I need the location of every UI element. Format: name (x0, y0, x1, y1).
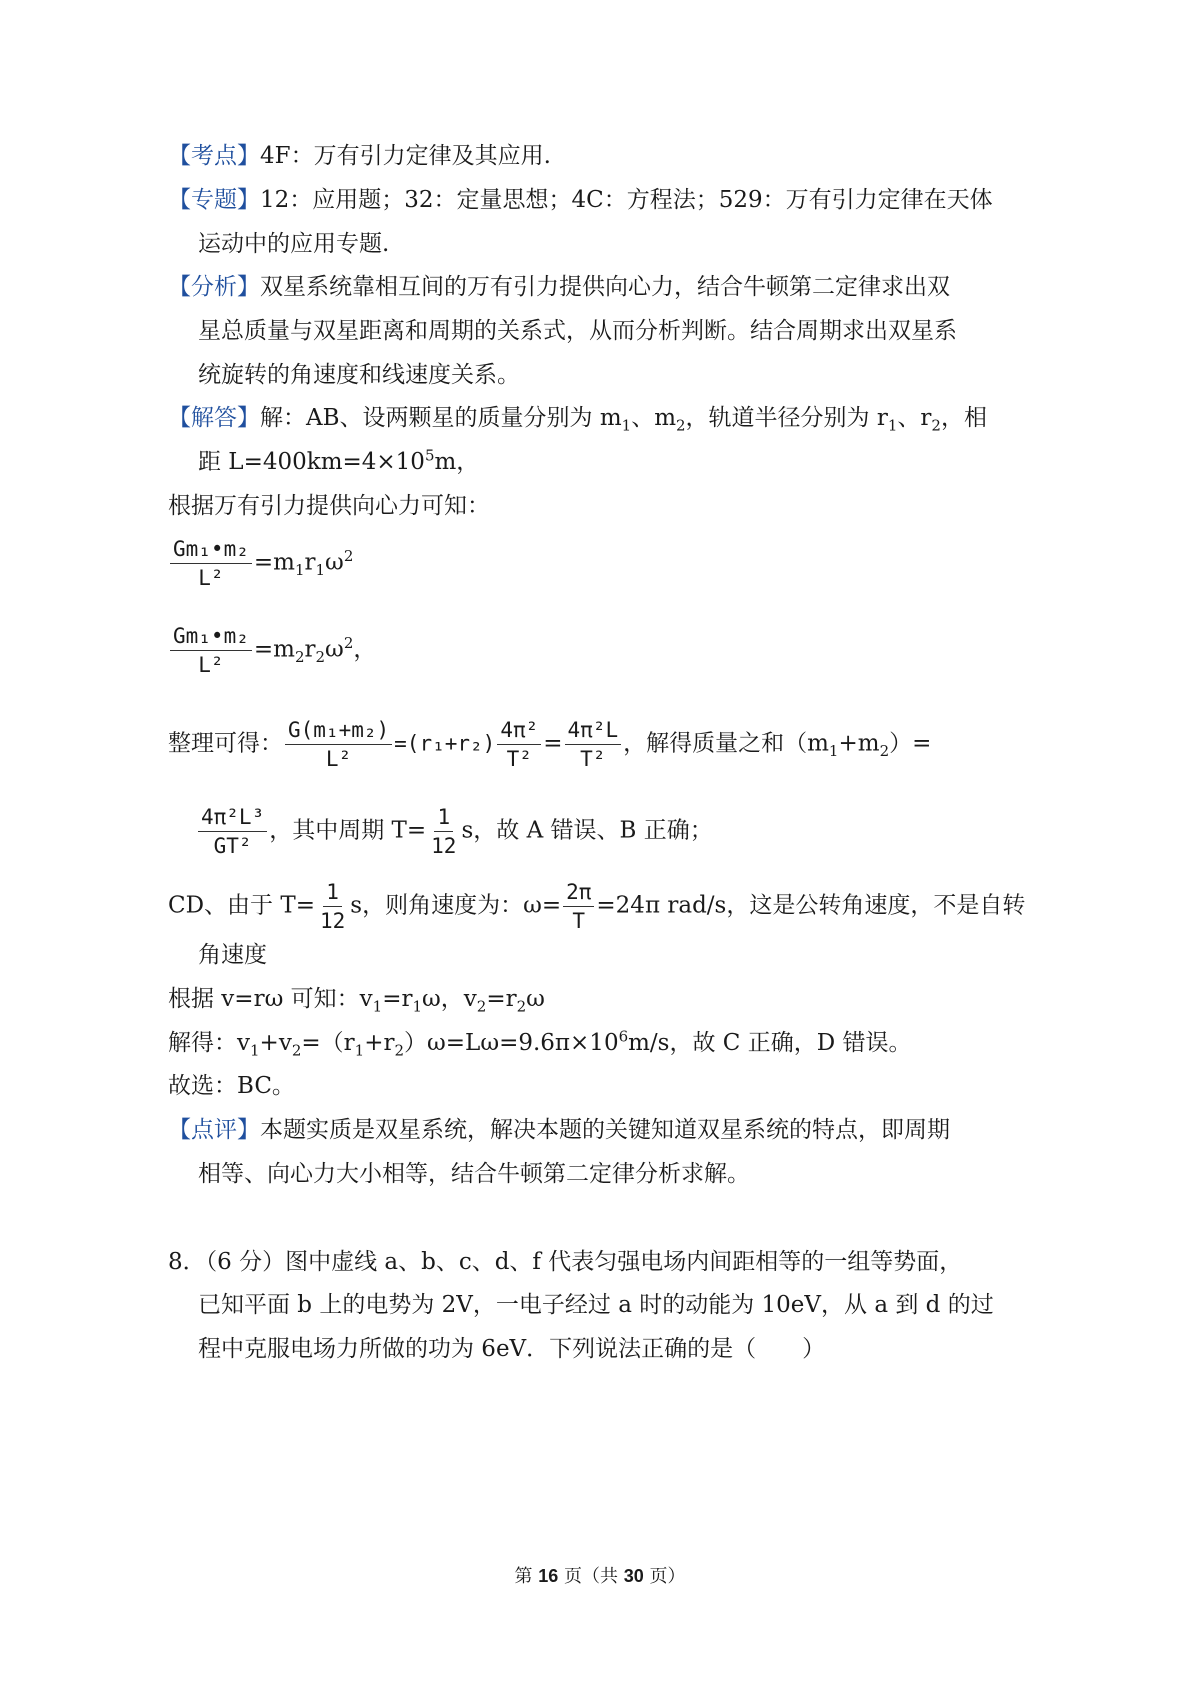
subscript: 1 (315, 561, 326, 580)
subscript: 1 (412, 997, 423, 1016)
fraction (170, 535, 252, 592)
fenxi-line-3: 统旋转的角速度和线速度关系。 (198, 362, 520, 388)
subscript: 2 (879, 742, 890, 761)
numerator: 4π²L³ (198, 803, 267, 832)
numerator: 1 (434, 803, 453, 832)
cd-line-1 (168, 878, 1025, 935)
solution-line (168, 1028, 911, 1058)
eq-text: ）= (889, 730, 932, 757)
superscript: 2 (343, 633, 354, 652)
kaodian-text: 4F：万有引力定律及其应用. (260, 143, 551, 169)
eq-text: =(r₁+r₂) (394, 731, 496, 756)
eq-text: ，解得质量之和（m (623, 730, 829, 757)
eq-text: =r (382, 986, 413, 1012)
eq-text: +m (838, 730, 880, 757)
kaodian-line (168, 141, 551, 171)
zhuanti-line-2: 运动中的应用专题. (198, 231, 390, 257)
eq-text: =m (253, 636, 295, 663)
fraction (563, 878, 594, 935)
eq-text: 整理可得： (168, 730, 283, 757)
eq-text: ω，v (422, 986, 477, 1012)
eq-text: ω (325, 549, 344, 576)
eq-text: 根据 v=rω 可知：v (168, 986, 373, 1012)
eq-text: ）ω=Lω=9.6π×10 (404, 1030, 619, 1056)
eq-text: +r (364, 1030, 395, 1056)
denominator: L² (325, 747, 352, 771)
zhuanti-tag: 【专题】 (168, 187, 260, 213)
eq-text: CD、由于 T= (168, 892, 315, 919)
denominator: 12 (319, 909, 346, 933)
equation-2 (168, 622, 376, 679)
subscript: 1 (294, 561, 305, 580)
subscript: 1 (372, 997, 383, 1016)
page-footer (0, 1562, 1200, 1588)
equation-4 (196, 803, 713, 860)
equation-1 (168, 535, 353, 592)
jieda-tag: 【解答】 (168, 405, 260, 431)
fraction (497, 716, 541, 773)
zhuanti-line-1 (168, 185, 993, 215)
denominator: T² (506, 747, 532, 771)
subscript: 2 (476, 997, 487, 1016)
kaodian-tag: 【考点】 (168, 143, 260, 169)
jieda-text: ，轨道半径分别为 r (685, 405, 888, 431)
numerator: 1 (323, 878, 342, 907)
subscript: 2 (315, 648, 326, 667)
eq-text: r (304, 636, 316, 663)
eq-text: ω (526, 986, 545, 1012)
jieda-line-2 (198, 447, 479, 477)
jieda-line-1 (168, 403, 987, 433)
eq-text: +v (259, 1030, 292, 1056)
eq-text: =m (253, 549, 295, 576)
jieda-line-3: 根据万有引力提供向心力可知： (168, 493, 490, 519)
eq-text: =24π rad/s，这是公转角速度，不是自转 (596, 892, 1026, 919)
jieda-text: 、r (897, 405, 932, 431)
eq-text: =r (486, 986, 517, 1012)
eq-text: s，故 A 错误、B 正确； (461, 817, 713, 844)
jieda-text: m， (434, 449, 480, 475)
footer-text: 页（共 (558, 1566, 624, 1587)
zhuanti-text-1: 12：应用题；32：定量思想；4C：方程法；529：万有引力定律在天体 (260, 187, 993, 213)
numerator: Gm₁•m₂ (170, 535, 252, 564)
fraction (170, 622, 252, 679)
dianping-line-2: 相等、向心力大小相等，结合牛顿第二定律分析求解。 (198, 1161, 750, 1187)
eq-text: r (304, 549, 316, 576)
q8-line-1: 8．（6 分）图中虚线 a、b、c、d、f 代表匀强电场内间距相等的一组等势面， (168, 1249, 963, 1275)
footer-text: 页） (643, 1566, 686, 1587)
subscript: 1 (828, 742, 839, 761)
eq-text: =（r (301, 1030, 355, 1056)
subscript: 2 (291, 1041, 302, 1060)
fraction (565, 716, 622, 773)
subscript: 2 (294, 648, 305, 667)
fenxi-line-2: 星总质量与双星距离和周期的关系式，从而分析判断。结合周期求出双星系 (198, 318, 957, 344)
fenxi-line-1 (168, 272, 950, 302)
jieda-text: 、m (631, 405, 676, 431)
subscript: 1 (887, 416, 898, 435)
fraction (198, 803, 267, 860)
q8-line-2: 已知平面 b 上的电势为 2V，一电子经过 a 时的动能为 10eV，从 a 到 d 的过 (198, 1292, 994, 1318)
fenxi-text-1: 双星系统靠相互间的万有引力提供向心力，结合牛顿第二定律求出双 (260, 274, 950, 300)
numerator: 4π²L (565, 716, 622, 745)
eq-text: 解得：v (168, 1030, 250, 1056)
velocity-line (168, 984, 545, 1014)
subscript: 2 (931, 416, 941, 435)
denominator: GT² (213, 834, 252, 858)
jieda-text: ，相 (940, 405, 987, 431)
subscript: 1 (250, 1041, 260, 1060)
cd-line-2: 角速度 (198, 942, 267, 968)
eq-text: ， (353, 636, 377, 663)
dianping-line-1 (168, 1115, 950, 1145)
q8-line-3: 程中克服电场力所做的功为 6eV．下列说法正确的是（ ） (198, 1336, 826, 1362)
equation-3 (168, 716, 931, 773)
page-total: 30 (623, 1566, 644, 1586)
fenxi-tag: 【分析】 (168, 274, 260, 300)
superscript: 2 (343, 546, 354, 565)
fraction (317, 878, 348, 935)
fraction (285, 716, 392, 773)
denominator: T (572, 909, 586, 933)
subscript: 2 (516, 997, 527, 1016)
denominator: L² (198, 653, 224, 677)
answer-choice: 故选：BC。 (168, 1073, 295, 1099)
page-number: 16 (538, 1566, 559, 1586)
subscript: 2 (676, 416, 686, 435)
dianping-tag: 【点评】 (168, 1117, 260, 1143)
footer-text: 第 (514, 1566, 539, 1587)
eq-text: ，其中周期 T= (269, 817, 427, 844)
jieda-text: 解：AB、设两颗星的质量分别为 m (260, 405, 622, 431)
denominator: 12 (431, 834, 457, 858)
dianping-text-1: 本题实质是双星系统，解决本题的关键知道双星系统的特点，即周期 (260, 1117, 950, 1143)
superscript: 5 (424, 446, 435, 465)
subscript: 1 (354, 1041, 365, 1060)
jieda-text: 距 L=400km=4×10 (198, 449, 425, 475)
numerator: 4π² (497, 716, 541, 745)
denominator: L² (198, 566, 224, 590)
denominator: T² (580, 747, 606, 771)
eq-text: s，则角速度为：ω= (350, 892, 562, 919)
numerator: Gm₁•m₂ (170, 622, 252, 651)
eq-text: = (543, 730, 563, 757)
subscript: 2 (394, 1041, 405, 1060)
fraction (428, 803, 459, 860)
superscript: 6 (618, 1027, 629, 1046)
eq-text: m/s，故 C 正确，D 错误。 (628, 1030, 912, 1056)
subscript: 1 (621, 416, 632, 435)
eq-text: ω (325, 636, 344, 663)
numerator: 2π (563, 878, 594, 907)
numerator: G(m₁+m₂) (285, 716, 392, 745)
